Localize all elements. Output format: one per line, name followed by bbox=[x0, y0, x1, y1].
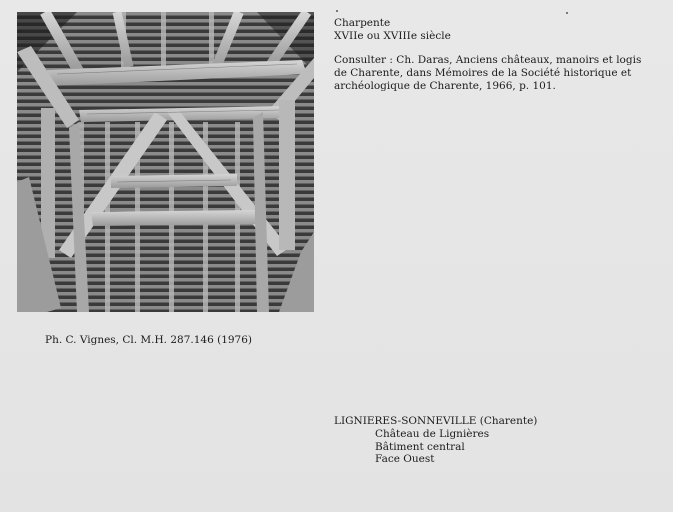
dust-speck bbox=[336, 10, 338, 12]
bibliography-line: Consulter : Ch. Daras, Anciens châteaux, manoirs et logis bbox=[334, 54, 642, 66]
timber-frame-photo bbox=[17, 12, 314, 312]
bibliography-reference bbox=[334, 54, 664, 93]
bibliography-line: de Charente, dans Mémoires de la Société historique et bbox=[334, 67, 632, 79]
roof-truss-illustration bbox=[17, 12, 314, 312]
photo-credit: Ph. C. Vignes, Cl. M.H. 287.146 (1976) bbox=[45, 334, 253, 346]
dust-speck bbox=[566, 12, 568, 14]
location-commune: LIGNIERES-SONNEVILLE (Charente) bbox=[334, 415, 538, 427]
bibliography-line: archéologique de Charente, 1966, p. 101. bbox=[334, 80, 556, 92]
location-building: Château de Lignières bbox=[375, 428, 490, 440]
location-facade: Face Ouest bbox=[375, 453, 435, 465]
location-part: Bâtiment central bbox=[375, 441, 465, 453]
subject-title: Charpente bbox=[334, 17, 391, 29]
subject-date: XVIIe ou XVIIIe siècle bbox=[334, 30, 451, 42]
